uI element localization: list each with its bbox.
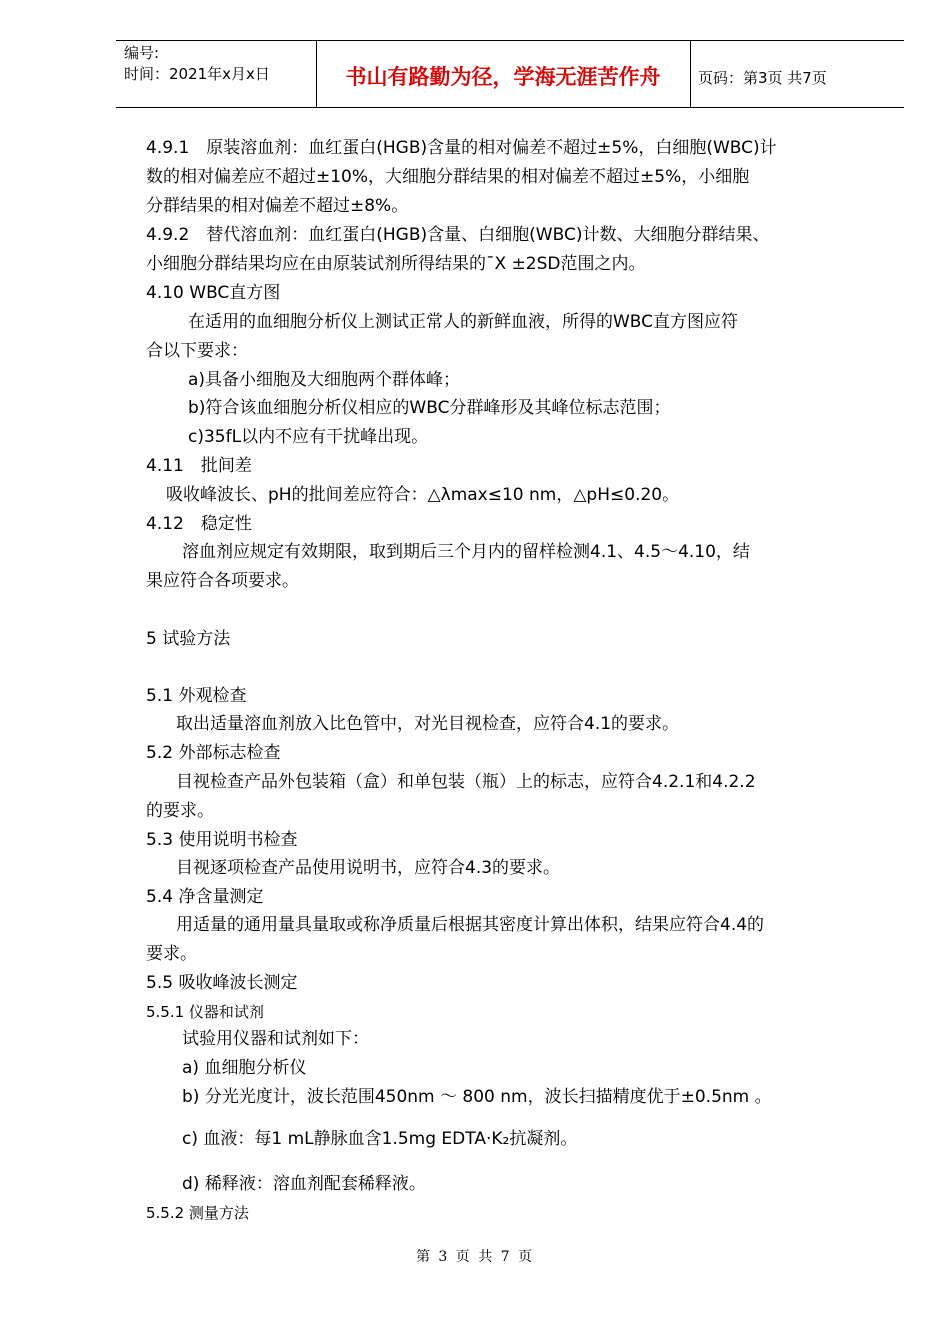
subsection-heading: 5.5.1 仪器和试剂 (146, 1003, 264, 1021)
body-line: 溶血剂应规定有效期限，取到期后三个月内的留样检测4.1、4.5～4.10，结 (182, 542, 750, 562)
list-item: c) 血液：每1 mL静脉血含1.5mg EDTA·K₂抗凝剂。 (182, 1129, 578, 1149)
section-heading: 5.4 净含量测定 (146, 887, 264, 907)
section-heading: 5.3 使用说明书检查 (146, 830, 298, 850)
header-motto: 书山有路勤为径，学海无涯苦作舟 (345, 64, 661, 89)
body-line: 果应符合各项要求。 (146, 571, 299, 591)
section-heading: 5.2 外部标志检查 (146, 743, 281, 763)
body-line: 吸收峰波长、pH的批间差应符合：△λmax≤10 nm，△pH≤0.20。 (166, 485, 680, 505)
section-heading: 5.5 吸收峰波长测定 (146, 973, 298, 993)
list-item: b)符合该血细胞分析仪相应的WBC分群峰形及其峰位标志范围； (188, 398, 671, 418)
body-line: 要求。 (146, 944, 197, 964)
body-line: 试验用仪器和试剂如下： (182, 1029, 369, 1049)
body-line: 在适用的血细胞分析仪上测试正常人的新鲜血液，所得的WBC直方图应符 (188, 312, 739, 332)
body-line: 4.9.2 替代溶血剂：血红蛋白(HGB)含量、白细胞(WBC)计数、大细胞分群结果、 (146, 225, 770, 245)
list-item: a) 血细胞分析仪 (182, 1058, 307, 1078)
list-item: a)具备小细胞及大细胞两个群体峰； (188, 370, 461, 390)
body-line: 目视逐项检查产品使用说明书，应符合4.3的要求。 (176, 858, 561, 878)
header-meta (124, 43, 270, 85)
list-item: d) 稀释液：溶血剂配套稀释液。 (182, 1174, 426, 1194)
body-line: 取出适量溶血剂放入比色管中，对光目视检查，应符合4.1的要求。 (176, 714, 680, 734)
body-line: 分群结果的相对偏差不超过±8%。 (146, 196, 409, 216)
header-table (116, 40, 904, 108)
doc-number-label: 编号: (124, 44, 160, 62)
header-divider (690, 41, 691, 107)
body-line: 用适量的通用量具量取或称净质量后根据其密度计算出体积，结果应符合4.4的 (176, 915, 765, 935)
body-line: 目视检查产品外包装箱（盒）和单包装（瓶）上的标志，应符合4.2.1和4.2.2 (176, 772, 756, 792)
section-heading: 5 试验方法 (146, 629, 231, 649)
header-page-number: 页码：第3页 共7页 (698, 69, 827, 87)
section-heading: 4.10 WBC直方图 (146, 283, 281, 303)
subsection-heading: 5.5.2 测量方法 (146, 1204, 249, 1222)
body-line: 合以下要求： (146, 341, 248, 361)
body-line: 4.9.1 原装溶血剂：血红蛋白(HGB)含量的相对偏差不超过±5%，白细胞(WBC)计 (146, 138, 777, 158)
body-line: 的要求。 (146, 801, 214, 821)
page-footer: 第 3 页 共 7 页 (415, 1249, 535, 1265)
list-item: b) 分光光度计，波长范围450nm ～ 800 nm，波长扫描精度优于±0.5nm 。 (182, 1087, 772, 1107)
section-heading: 4.12 稳定性 (146, 514, 252, 534)
body-line: 数的相对偏差应不超过±10%，大细胞分群结果的相对偏差不超过±5%，小细胞 (146, 167, 750, 187)
list-item: c)35fL以内不应有干扰峰出现。 (188, 427, 429, 447)
body-line: 小细胞分群结果均应在由原装试剂所得结果的¯X ±2SD范围之内。 (146, 254, 646, 274)
section-heading: 5.1 外观检查 (146, 686, 247, 706)
section-heading: 4.11 批间差 (146, 456, 252, 476)
doc-time-label: 时间：2021年x月x日 (124, 65, 270, 83)
